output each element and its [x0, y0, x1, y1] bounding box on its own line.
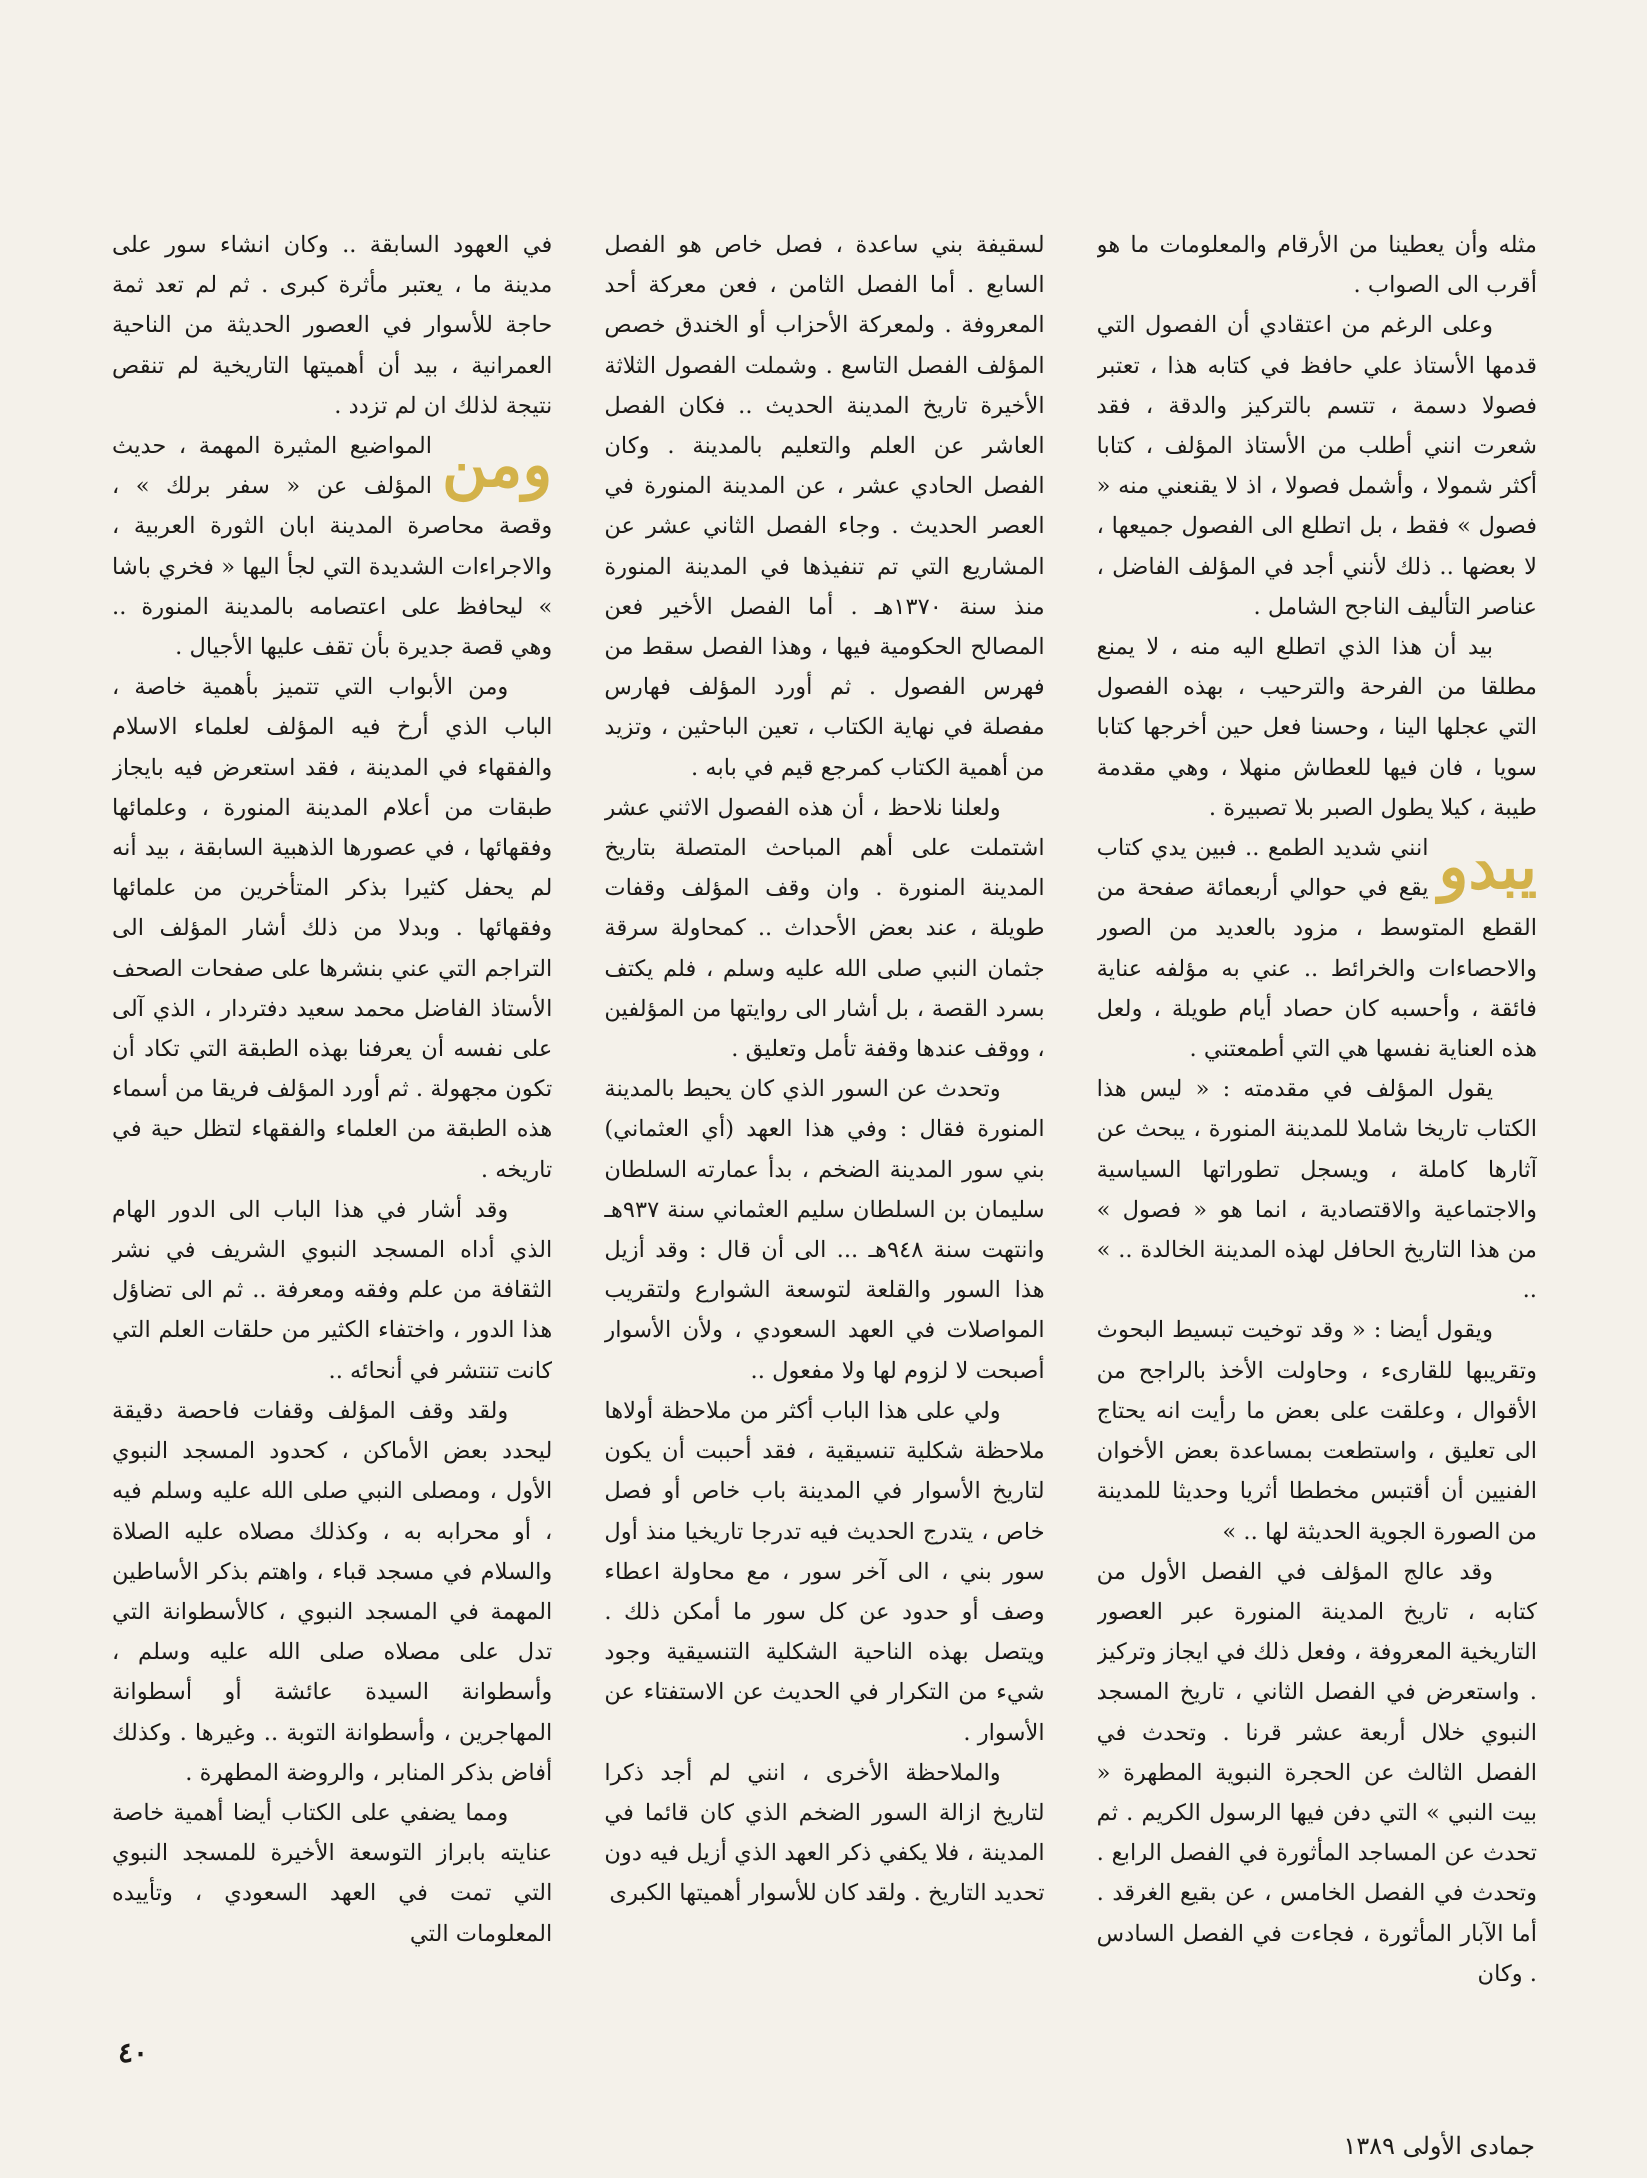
paragraph-text: ولي على هذا الباب أكثر من ملاحظة أولاها ملاحظة شكلية تنسيقية ، فقد أحببت أن يكون لتاريخ الأسوار في المدينة باب خاص أو فصل خاص ، يتدرج الحديث فيه تدرجا تاريخيا منذ أول سور بني ، الى آخر سور ، مع محاولة اعطاء وصف أو حدود عن كل سور ما أمكن ذلك . ويتصل بهذه الناحية الشكلية التنسيقية وجود شيء من التكرار في الحديث عن الاستفتاء عن الأسوار .	[604, 1397, 1045, 1746]
paragraph-text: يقول المؤلف في مقدمته : « ليس هذا الكتاب تاريخا شاملا للمدينة المنورة ، يبحث عن آثارها كاملة ، ويسجل تطوراتها السياسية والاجتماعية والاقتصادية ، انما هو « فصول » من هذا التاريخ الحافل لهذه المدينة الخالدة .. » ..	[1096, 1076, 1537, 1304]
issue-date: جمادى الأولى ١٣٨٩	[1343, 2132, 1535, 2160]
paragraph	[112, 225, 552, 426]
drop-word: يبدو	[1438, 830, 1537, 904]
paragraph-text: في العهود السابقة .. وكان انشاء سور على مدينة ما ، يعتبر مأثرة كبرى . ثم لم تعد ثمة حاجة للأسوار في العصور الحديثة من الناحية العمرانية ، بيد أن أهميتها التاريخية لم تنقص نتيجة لذلك ان لم تزدد .	[112, 232, 553, 419]
paragraph	[112, 667, 552, 1190]
paragraph	[1097, 828, 1537, 1069]
paragraph	[604, 1391, 1044, 1753]
paragraph	[604, 1069, 1044, 1391]
paragraph-text: وعلى الرغم من اعتقادي أن الفصول التي قدمها الأستاذ علي حافظ في كتابه هذا ، تعتبر فصولا دسمة ، تتسم بالتركيز والدقة ، فقد شعرت انني أطلب من الأستاذ المؤلف ، كتابا أكثر شمولا ، وأشمل فصولا ، اذ لا يقنعني منه « فصول » فقط ، بل اتطلع الى الفصول جميعها ، لا بعضها .. ذلك لأنني أجد في المؤلف الفاضل ، عناصر التأليف الناجح الشامل .	[1096, 312, 1537, 620]
article-columns	[112, 225, 1537, 2035]
paragraph-text: المواضيع المثيرة المهمة ، حديث المؤلف عن « سفر برلك » ، وقصة محاصرة المدينة ابان الثورة العربية ، والاجراءات الشديدة التي لجأ اليها « فخري باشا » ليحافظ على اعتصامه بالمدينة المنورة .. وهي قصة جديرة بأن تقف عليها الأجيال .	[112, 433, 553, 661]
paragraph-text: ومما يضفي على الكتاب أيضا أهمية خاصة عنايته بابراز التوسعة الأخيرة للمسجد النبوي التي تمت في العهد السعودي ، وتأييده المعلومات التي	[112, 1799, 553, 1947]
paragraph	[1097, 1310, 1537, 1551]
paragraph	[1097, 1069, 1537, 1310]
paragraph	[112, 426, 552, 667]
paragraph	[1097, 305, 1537, 627]
paragraph-text: ولعلنا نلاحظ ، أن هذه الفصول الاثني عشر اشتملت على أهم المباحث المتصلة بتاريخ المدينة المنورة . وان وقف المؤلف وقفات طويلة ، عند بعض الأحداث .. كمحاولة سرقة جثمان النبي صلى الله عليه وسلم ، فلم يكتف بسرد القصة ، بل أشار الى روايتها من المؤلفين ، ووقف عندها وقفة تأمل وتعليق .	[604, 794, 1045, 1063]
paragraph	[1097, 1552, 1537, 1994]
paragraph	[112, 1391, 552, 1793]
drop-word: ومن	[441, 428, 553, 502]
paragraph-text: ويقول أيضا : « وقد توخيت تبسيط البحوث وتقريبها للقارىء ، وحاولت الأخذ بالراجح من الأقوال ، وعلقت على بعض ما رأيت انه يحتاج الى تعليق ، واستطعت بمساعدة بعض الأخوان الفنيين أن أقتبس مخططا أثريا وحديثا للمدينة من الصورة الجوية الحديثة لها .. »	[1096, 1317, 1537, 1545]
paragraph	[604, 788, 1044, 1069]
paragraph	[1097, 627, 1537, 828]
paragraph-text: وتحدث عن السور الذي كان يحيط بالمدينة المنورة فقال : وفي هذا العهد (أي العثماني) بني سور المدينة الضخم ، بدأ عمارته السلطان سليمان بن السلطان سليم العثماني سنة ٩٣٧هـ وانتهت سنة ٩٤٨هـ ... الى أن قال : وقد أزيل هذا السور والقلعة لتوسعة الشوارع ولتقريب المواصلات في العهد السعودي ، ولأن الأسوار أصبحت لا لزوم لها ولا مفعول ..	[604, 1076, 1045, 1384]
paragraph	[604, 1753, 1044, 1914]
page-number: ٤٠	[118, 2036, 149, 2069]
paragraph-text: ولقد وقف المؤلف وقفات فاحصة دقيقة ليحدد بعض الأماكن ، كحدود المسجد النبوي الأول ، ومصلى النبي صلى الله عليه وسلم فيه ، أو محرابه به ، وكذلك مصلاه عليه الصلاة والسلام في مسجد قباء ، واهتم بذكر الأساطين المهمة في المسجد النبوي ، كالأسطوانة التي تدل على مصلاه صلى الله عليه وسلم ، وأسطوانة السيدة عائشة أو أسطوانة المهاجرين ، وأسطوانة التوبة .. وغيرها . وكذلك أفاض بذكر المنابر ، والروضة المطهرة .	[112, 1397, 553, 1786]
paragraph-text: انني شديد الطمع .. فبين يدي كتاب يقع في حوالي أربعمائة صفحة من القطع المتوسط ، مزود بالعديد من الصور والاحصاءات والخرائط .. عني به مؤلفه عناية فائقة ، وأحسبه كان حصاد أيام طويلة ، ولعل هذه العناية نفسها هي التي أطمعتني .	[1096, 835, 1537, 1063]
paragraph-text: وقد أشار في هذا الباب الى الدور الهام الذي أداه المسجد النبوي الشريف في نشر الثقافة من علم وفقه ومعرفة .. ثم الى تضاؤل هذا الدور ، واختفاء الكثير من حلقات العلم التي كانت تنتشر في أنحائه ..	[112, 1196, 553, 1384]
column-right	[1097, 225, 1537, 2035]
paragraph	[604, 225, 1044, 788]
column-middle	[604, 225, 1044, 2035]
paragraph	[112, 1793, 552, 1954]
paragraph	[1097, 225, 1537, 305]
paragraph	[112, 1190, 552, 1391]
paragraph-text: مثله وأن يعطينا من الأرقام والمعلومات ما هو أقرب الى الصواب .	[1096, 232, 1537, 299]
paragraph-text: ومن الأبواب التي تتميز بأهمية خاصة ، الباب الذي أرخ فيه المؤلف لعلماء الاسلام والفقهاء في المدينة ، فقد استعرض فيه بايجاز طبقات من أعلام المدينة المنورة ، وعلمائها وفقهائها ، في عصورها الذهبية السابقة ، بيد أنه لم يحفل كثيرا بذكر المتأخرين من علمائها وفقهائها . وبدلا من ذلك أشار المؤلف الى التراجم التي عني بنشرها على صفحات الصحف الأستاذ الفاضل محمد سعيد دفتردار ، الذي آلى على نفسه أن يعرفنا بهذه الطبقة التي تكاد أن تكون مجهولة . ثم أورد المؤلف فريقا من أسماء هذه الطبقة من العلماء والفقهاء لتظل حية في تاريخه .	[112, 674, 553, 1183]
paragraph-text: لسقيفة بني ساعدة ، فصل خاص هو الفصل السابع . أما الفصل الثامن ، فعن معركة أحد المعروفة . ولمعركة الأحزاب أو الخندق خصص المؤلف الفصل التاسع . وشملت الفصول الثلاثة الأخيرة تاريخ المدينة الحديث .. فكان الفصل العاشر عن العلم والتعليم بالمدينة . وكان الفصل الحادي عشر ، عن المدينة المنورة في العصر الحديث . وجاء الفصل الثاني عشر عن المشاريع التي تم تنفيذها في المدينة المنورة منذ سنة ١٣٧٠هـ . أما الفصل الأخير فعن المصالح الحكومية فيها ، وهذا الفصل سقط من فهرس الفصول . ثم أورد المؤلف فهارس مفصلة في نهاية الكتاب ، تعين الباحثين ، وتزيد من أهمية الكتاب كمرجع قيم في بابه .	[604, 232, 1045, 781]
column-left	[112, 225, 552, 2035]
paragraph-text: والملاحظة الأخرى ، انني لم أجد ذكرا لتاريخ ازالة السور الضخم الذي كان قائما في المدينة ، فلا يكفي ذكر العهد الذي أزيل فيه دون تحديد التاريخ . ولقد كان للأسوار أهميتها الكبرى	[604, 1759, 1045, 1907]
paragraph-text: وقد عالج المؤلف في الفصل الأول من كتابه ، تاريخ المدينة المنورة عبر العصور التاريخية المعروفة ، وفعل ذلك في ايجاز وتركيز . واستعرض في الفصل الثاني ، تاريخ المسجد النبوي خلال أربعة عشر قرنا . وتحدث في الفصل الثالث عن الحجرة النبوية المطهرة « بيت النبي » التي دفن فيها الرسول الكريم . ثم تحدث عن المساجد المأثورة في الفصل الرابع . وتحدث في الفصل الخامس ، عن بقيع الغرقد . أما الآبار المأثورة ، فجاءت في الفصل السادس . وكان	[1096, 1558, 1537, 1987]
paragraph-text: بيد أن هذا الذي اتطلع اليه منه ، لا يمنع مطلقا من الفرحة والترحيب ، بهذه الفصول التي عجلها الينا ، وحسنا فعل حين أخرجها كتابا سويا ، فان فيها للعطاش منهلا ، وهي مقدمة طيبة ، كيلا يطول الصبر بلا تصبيرة .	[1096, 634, 1537, 821]
